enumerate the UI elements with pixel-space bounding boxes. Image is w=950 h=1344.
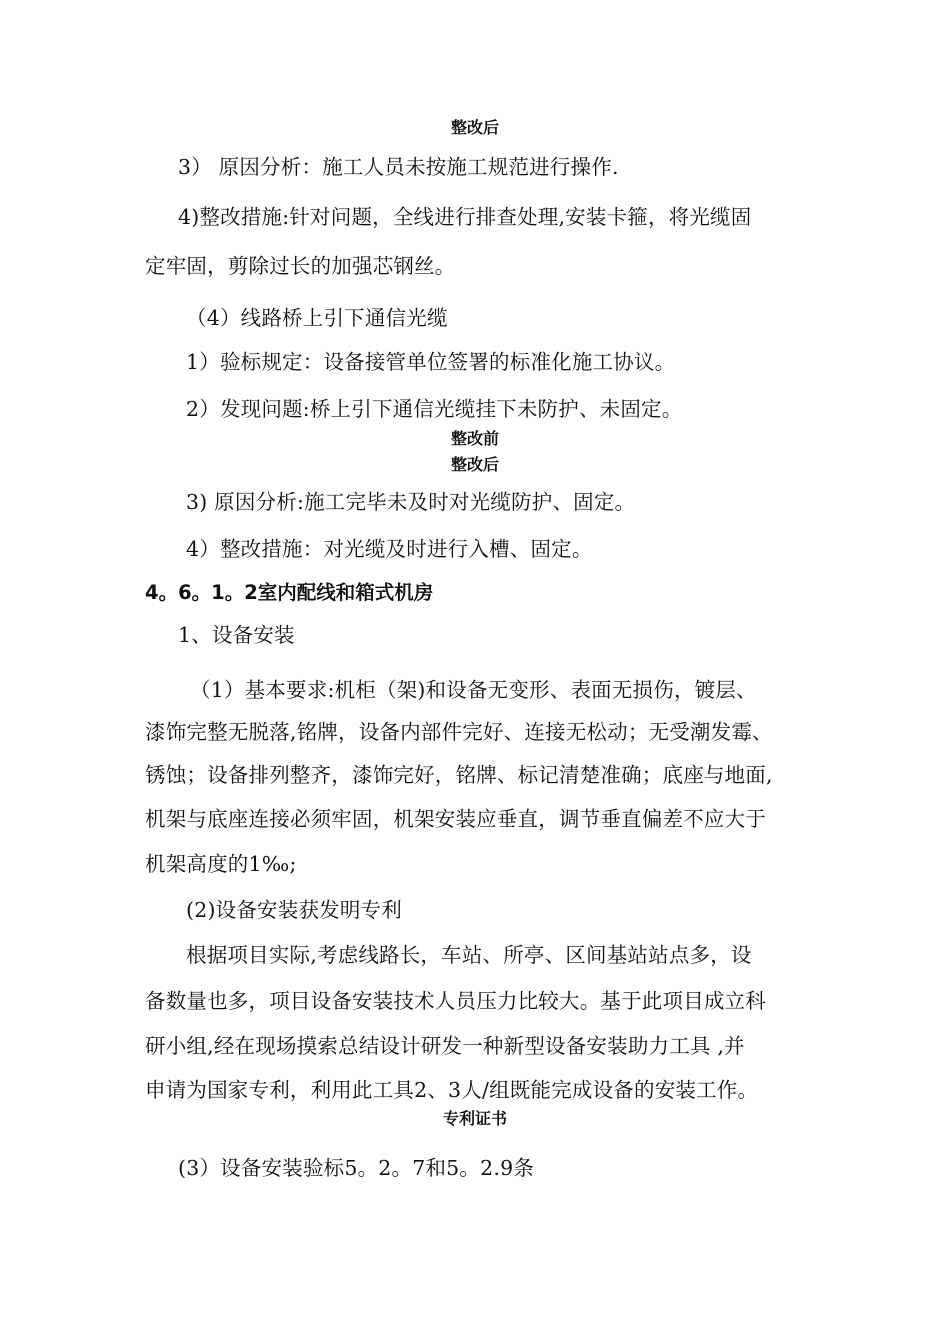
rectification-measure-line-2: 定牢固，剪除过长的加强芯钢丝。 bbox=[145, 254, 456, 278]
cause-analysis-text-2: 3) 原因分析:施工完毕未及时对光缆防护、固定。 bbox=[186, 490, 636, 514]
acceptance-clause-text: (3）设备安装验标5。2。7和5。2.9条 bbox=[178, 1156, 535, 1180]
basic-requirement-line-3: 锈蚀；设备排列整齐，漆饰完好，铭牌、标记清楚准确；底座与地面, bbox=[145, 763, 773, 787]
basic-requirement-line-4: 机架与底座连接必须牢固，机架安装应垂直，调节垂直偏差不应大于 bbox=[145, 807, 766, 831]
found-problem-text: 2）发现问题:桥上引下通信光缆挂下未防护、未固定。 bbox=[186, 397, 683, 421]
caption-before-rectification: 整改前 bbox=[450, 429, 499, 448]
basic-requirement-line-2: 漆饰完整无脱落,铭牌，设备内部件完好、连接无松动；无受潮发霉、 bbox=[145, 720, 773, 744]
patent-paragraph-line-2: 备数量也多，项目设备安装技术人员压力比较大。基于此项目成立科 bbox=[145, 989, 766, 1013]
caption-patent-certificate: 专利证书 bbox=[442, 1109, 507, 1128]
basic-requirement-line-1: （1）基本要求:机柜（架)和设备无变形、表面无损伤，镀层、 bbox=[190, 678, 757, 702]
patent-paragraph-line-3: 研小组,经在现场摸索总结设计研发一种新型设备安装助力工具 ,并 bbox=[145, 1034, 745, 1058]
acceptance-rule-text: 1）验标规定：设备接管单位签署的标准化施工协议。 bbox=[186, 350, 676, 374]
basic-requirement-line-5: 机架高度的1‰; bbox=[145, 852, 297, 876]
cause-analysis-text: 3） 原因分析：施工人员未按施工规范进行操作. bbox=[178, 155, 619, 179]
caption-after-rectification: 整改后 bbox=[450, 118, 499, 137]
caption-after-rectification-2: 整改后 bbox=[450, 455, 499, 474]
patent-paragraph-line-1: 根据项目实际,考虑线路长，车站、所亭、区间基站站点多，设 bbox=[186, 943, 752, 967]
section-heading: 4。6。1。2室内配线和箱式机房 bbox=[145, 581, 434, 604]
rectification-measure-line-1: 4)整改措施:针对问题，全线进行排查处理,安装卡箍，将光缆固 bbox=[178, 205, 752, 229]
patent-subtitle: (2)设备安装获发明专利 bbox=[186, 898, 402, 922]
patent-paragraph-line-4: 申请为国家专利，利用此工具2、3人/组既能完成设备的安装工作。 bbox=[145, 1078, 759, 1102]
rectification-measure-text-2: 4）整改措施：对光缆及时进行入槽、固定。 bbox=[186, 537, 593, 561]
item-4-title: （4）线路桥上引下通信光缆 bbox=[186, 306, 448, 330]
subsection-equipment-install: 1、设备安装 bbox=[178, 623, 295, 647]
